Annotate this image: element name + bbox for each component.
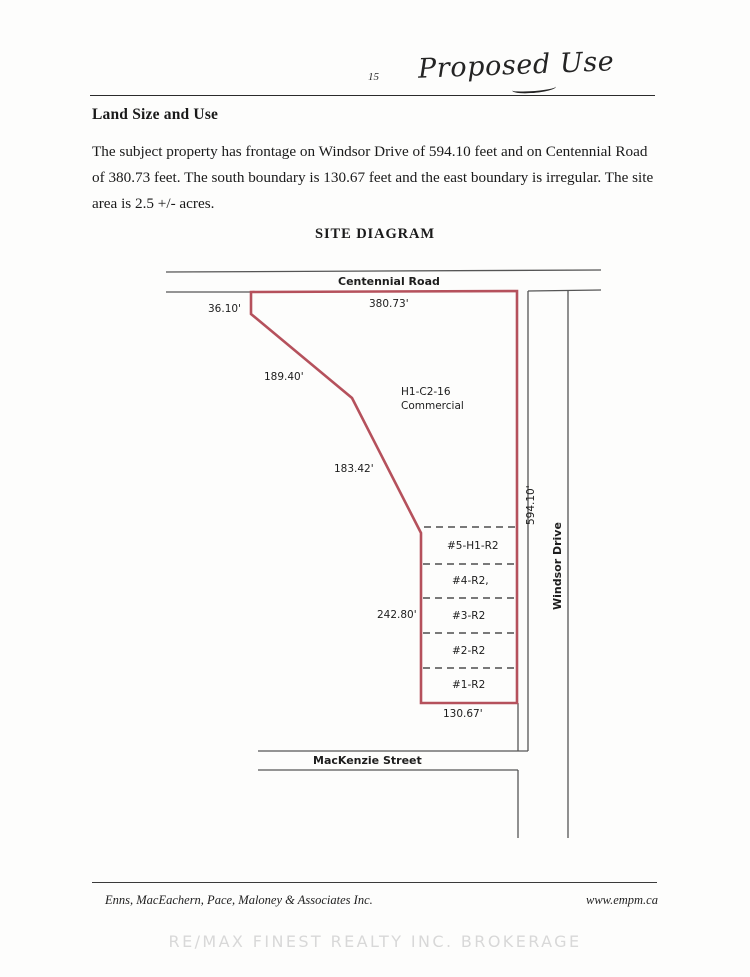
dimension-380-73: 380.73': [369, 298, 409, 310]
centennial-road-north-line: [166, 270, 601, 272]
road-label-windsor-drive: Windsor Drive: [551, 522, 564, 610]
road-label-mackenzie-street: MacKenzie Street: [313, 754, 422, 767]
lot-label-1: #1-R2: [452, 679, 486, 691]
lot-label-4: #4-R2,: [452, 575, 489, 587]
lot-label-5: #5-H1-R2: [447, 540, 499, 552]
dimension-183-42: 183.42': [334, 463, 374, 475]
centennial-road-south-line-east: [528, 290, 601, 291]
lot-label-3: #3-R2: [452, 610, 486, 622]
parcel-boundary: [251, 291, 517, 703]
dimension-594-10: 594.10': [525, 485, 537, 525]
dimension-189-40: 189.40': [264, 371, 304, 383]
brokerage-watermark: RE/MAX FINEST REALTY INC. BROKERAGE: [168, 932, 582, 951]
zoning-code-label: H1-C2-16: [401, 386, 451, 398]
site-diagram-title: SITE DIAGRAM: [315, 226, 435, 242]
lot-label-2: #2-R2: [452, 645, 486, 657]
body-paragraph: The subject property has frontage on Windsor Drive of 594.10 feet and on Centennial Road of 380.73 feet. The south boundary is 130.67 feet and the east boundary is irregular. The site area is 2.5 +/- acres.: [92, 143, 654, 212]
road-label-centennial-road: Centennial Road: [338, 275, 440, 288]
footer-rule: [92, 882, 657, 883]
footer-website: www.empm.ca: [586, 893, 658, 907]
handwritten-annotation: Proposed Use: [417, 46, 615, 85]
dimension-242-80: 242.80': [377, 609, 417, 621]
footer-firm-name: Enns, MacEachern, Pace, Maloney & Associates Inc.: [105, 893, 373, 907]
handwriting-underline-flourish: [512, 83, 556, 94]
section-heading: Land Size and Use: [92, 106, 219, 123]
page-number: 15: [368, 71, 379, 83]
dimension-130-67: 130.67': [443, 708, 483, 720]
header-rule: [90, 95, 655, 96]
zoning-use-label: Commercial: [401, 400, 464, 412]
dimension-36-10: 36.10': [208, 303, 241, 315]
